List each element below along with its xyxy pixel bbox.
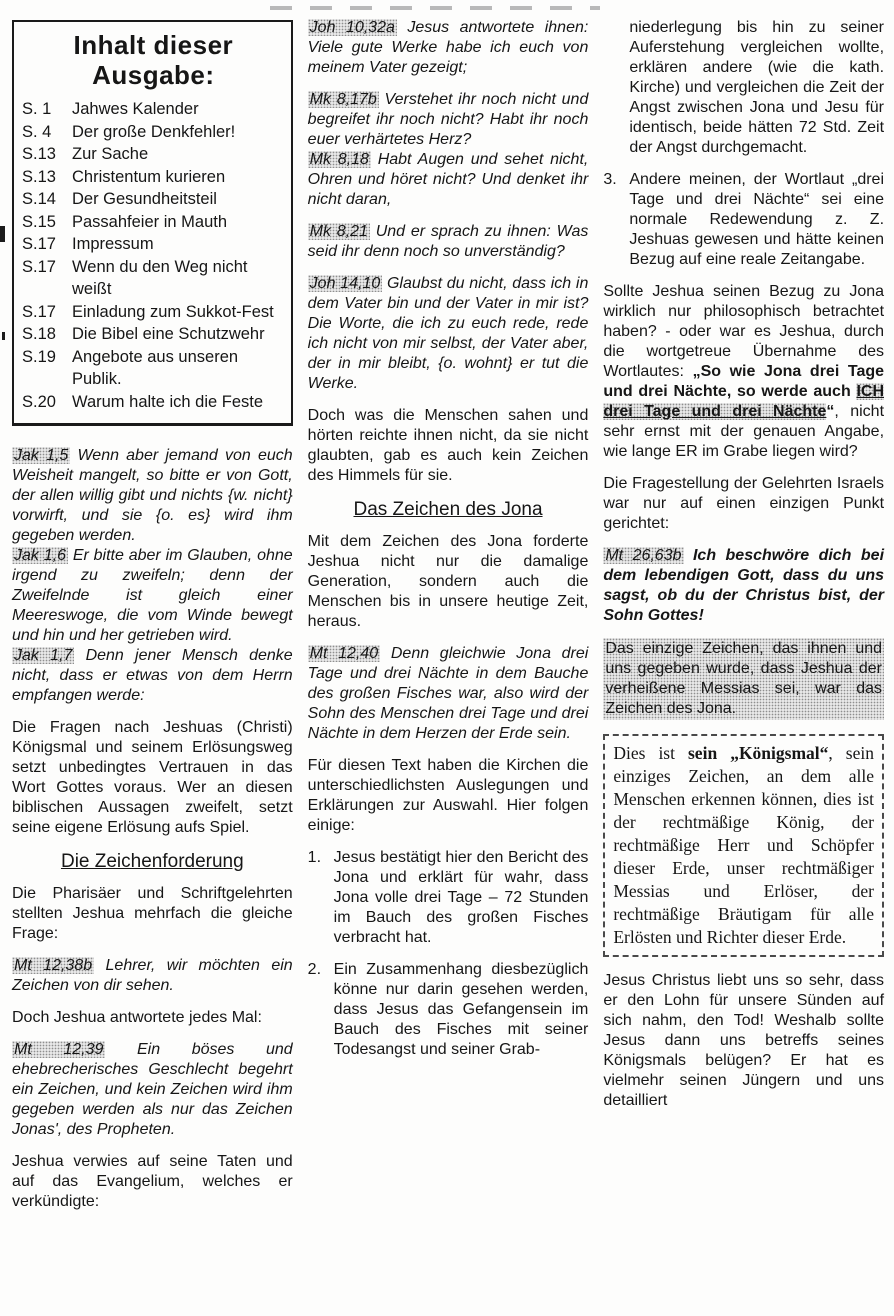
body-paragraph: Jeshua verwies auf seine Taten und auf das Evangelium, welches er verkündigte: [12,1153,293,1210]
toc-entry-title: Der Gesundheitsteil [72,190,217,208]
verse-reference: Jak 1,5 [14,447,69,464]
verse-reference: Mk 8,17b [309,91,377,108]
body-paragraph: Mit dem Zeichen des Jona forderte Jeshua nicht nur die damalige Generation, sondern auch die Menschen bis in unsere heutige Zeit, heraus. [307,533,589,630]
bible-verse [12,446,293,546]
toc-entry-title: Die Bibel eine Schutzwehr [72,325,265,343]
toc-row [22,301,285,324]
item-text: Andere meinen, der Wortlaut „drei Tage und drei Nächte“ sei eine normale Redewendung z. Z. Jeshuas gewesen und hätte keinen Bezug auf eine reale Zeitangabe. [629,171,885,268]
toc-page-number: S.20 [22,392,56,411]
body-paragraph: Doch Jeshua antwortete jedes Mal: [12,1009,262,1026]
verse-reference: Joh 14,10 [309,275,381,292]
toc-page-number: S.13 [22,167,56,186]
toc-page-number: S.14 [22,190,56,208]
toc-row [22,233,285,256]
verse-reference: Jak 1,6 [14,547,66,564]
toc-entry-title: Der große Denkfehler! [72,122,236,141]
verse-reference: Jak 1,7 [14,647,73,664]
verse-text: Lehrer, wir möchten ein Zeichen von dir sehen. [12,957,293,994]
toc-row [22,346,285,391]
numbered-list-item [308,960,589,1060]
bold-quote: „So wie Jona drei Tage und drei Nächte, so werde auch [603,363,885,400]
toc-row [22,188,285,211]
verse-reference: Joh 10,32a [309,19,395,36]
bible-verse [308,150,589,210]
verse-text: Denn jener Mensch denke nicht, dass er etwas von dem Herrn empfangen werde: [12,647,293,704]
toc-entry-title: Einladung zum Sukkot-Fest [72,302,274,321]
scan-artifact [0,226,5,242]
toc-entry-title: Warum halte ich die Feste [72,392,264,411]
bold-underlined-quote: ICH drei Tage und drei Nächte [603,383,885,420]
verse-reference: Mk 8,18 [309,151,369,168]
box-lead: Dies ist [613,743,688,763]
box-bold: sein „Königsmal“ [688,743,829,763]
bible-verse [308,18,589,78]
toc-page-number: S.17 [22,257,56,276]
toc-entry-title: Angebote aus unseren Publik. [72,347,239,388]
body-paragraph: Die Fragestellung der Gelehrten Israels war nur auf einen einzigen Punkt gerichtet: [603,475,885,532]
koenigsmal-box [603,734,884,957]
column-2 [308,18,589,1224]
item-number: 1. [307,849,322,866]
bible-verse [308,644,589,744]
verse-reference: Mt 12,38b [14,957,93,974]
verse-text: Ein böses und ehebrecherisches Geschlecht begehrt ein Zeichen, und kein Zeichen wird ihm gegeben werden als nur das Zeichen Jonas', des Propheten. [12,1041,293,1138]
bible-verse [12,1040,293,1140]
item-text: Ein Zusammenhang diesbezüglich könne nur darin gesehen werden, dass Jesus das Gefangensein im Bauch des Fisches mit seiner Todesangst und seiner Grab- [333,961,589,1058]
item-text: Jesus bestätigt hier den Bericht des Jona und erklärt für wahr, dass Jona volle drei Tage – 72 Stunden im Bauch des großen Fisches verbracht hat. [333,849,589,946]
toc-page-number: S.13 [22,145,56,163]
toc-entry-title: Wenn du den Weg nicht weißt [72,257,248,298]
toc-row [22,256,285,301]
bible-verse [308,274,589,394]
scan-artifact [2,332,5,340]
verse-reference: Mt 26,63b [605,547,682,564]
verse-text: Und er sprach zu ihnen: Was seid ihr denn noch so unverständig? [307,223,589,260]
list-item-continuation [603,18,884,158]
body-paragraph: Für diesen Text haben die Kirchen die unterschiedlichsten Auslegungen und Erklärungen zur Auswahl. Hier folgen einige: [307,757,589,834]
bible-verse [12,646,293,706]
toc-row [22,323,285,346]
verse-text: Jesus antwortete ihnen: Viele gute Werke habe ich euch von meinem Vater gezeigt; [307,19,589,76]
box-tail: , sein einziges Zeichen, an dem alle Menschen erkennen können, dies ist der rechtmäßige König, der rechtmäßige Herr und Schöpfer dieser Erde, unser rechtmäßiger Messias und Erlöser, der rechtmäßige Bräutigam für alle Erlösten und Richter dieser Erde. [613,743,875,947]
verse-text: Glaubst du nicht, dass ich in dem Vater bin und der Vater in mir ist? Die Worte, die ich zu euch rede, rede ich nicht von mir selbst, der Vater aber, der in mir bleibt, {o. wohnt} er tut die Werke. [307,275,589,392]
toc-row [22,166,285,189]
verse-text: Er bitte aber im Glauben, ohne irgend zu zweifeln; denn der Zweifelnde ist gleich einer Meereswoge, die vom Winde bewegt und hin und her getrieben wird. [12,547,293,644]
toc-entry-title: Jahwes Kalender [72,100,199,118]
verse-reference: Mt 12,40 [309,645,379,662]
toc-page-number: S. 4 [22,122,52,141]
column-1 [12,18,293,1224]
numbered-list-item [308,848,589,948]
toc-entry-title: Christentum kurieren [72,167,226,186]
verse-text: Wenn aber jemand von euch Weisheit mangelt, so bitte er von Gott, der allen willig gibt und nichts {w. nicht} vorwirft, und sie {o. es} wird ihm gegeben werden. [12,447,293,544]
bible-verse [603,546,884,626]
column-3 [603,18,884,1224]
verse-reference: Mt 12,39 [14,1041,104,1058]
item-text: niederlegung bis hin zu seiner Auferstehung vergleichen wollte, erklären andere (wie die kath. Kirche) und vergleichen die Zeit der Angst zwischen Jona und Jesu für identisch, beide hätten 72 Std. Zeit der Angst durchgemacht. [629,19,885,156]
toc-row [22,211,285,234]
toc-row [22,121,285,144]
bible-verse [12,546,293,646]
scan-artifact [270,6,600,10]
toc-page-number: S.18 [22,325,56,343]
body-paragraph: Die Pharisäer und Schriftgelehrten stellten Jeshua mehrfach die gleiche Frage: [12,885,293,942]
toc-page-number: S.17 [22,302,56,321]
body-paragraph-with-quote [603,282,884,462]
body-paragraph: Die Fragen nach Jeshuas (Christi) Königsmal und seinem Erlösungsweg setzt unbedingtes Vertrauen in das Wort Gottes voraus. Wer an diesen biblischen Aussagen zweifelt, setzt seine eigene Erlösung aufs Spiel. [12,719,293,836]
toc-box [12,20,293,426]
toc-page-number: S.15 [22,212,56,231]
verse-reference: Mk 8,21 [309,223,368,240]
toc-entry-title: Zur Sache [72,145,149,163]
bible-verse [308,222,589,262]
body-paragraph: Doch was die Menschen sahen und hörten reichte ihnen nicht, da sie nicht glaubten, gab es auch kein Zeichen des Himmels für sie. [307,407,589,484]
bold-quote-close: “ [826,403,835,420]
paragraph-lead: Sollte Jeshua seinen Bezug zu Jona wirklich nur philosophisch betrachtet haben? - oder war es Jeshua, durch die wortgetreue Übernahme des Wortlautes: [603,283,885,380]
bible-verse [308,90,589,150]
highlighted-paragraph: Das einzige Zeichen, das ihnen und uns gegeben wurde, dass Jeshua der verheißene Messias sei, war das Zeichen des Jona. [603,638,884,720]
bible-verse [12,956,293,996]
verse-text: Denn gleichwie Jona drei Tage und drei Nächte in dem Bauche des großen Fisches war, also wird der Sohn des Menschen drei Tage und drei Nächte in dem Herzen der Erde sein. [307,645,589,742]
verse-text: Ich beschwöre dich bei dem lebendigen Gott, dass du uns sagst, ob du der Christus bist, der Sohn Gottes! [603,547,885,624]
item-number: 2. [307,961,322,978]
section-heading-zeichen-des-jona: Das Zeichen des Jona [353,499,543,520]
toc-entry-title: Passahfeier in Mauth [72,212,228,231]
toc-page-number: S.19 [22,347,56,366]
section-heading-zeichenforderung: Die Zeichenforderung [60,851,244,872]
toc-row [22,391,285,414]
verse-text: Habt Augen und sehet nicht, Ohren und höret nicht? Und denket ihr nicht daran, [307,151,589,208]
item-number: 3. [603,171,617,188]
toc-row [22,98,285,121]
paragraph-tail: , nicht sehr ernst mit der genauen Angabe, wie lange ER im Grabe liegen wird? [603,403,885,460]
numbered-list-item [603,170,884,270]
body-paragraph: Jesus Christus liebt uns so sehr, dass er den Lohn für unsere Sünden auf sich nahm, den Tod! Weshalb sollte Jesus dann uns betreffs seines Königsmals belügen? Er hat es vielmehr seinen Jüngern und uns detailliert [603,972,885,1109]
toc-title: Inhalt dieser Ausgabe: [73,30,234,90]
toc-page-number: S.17 [22,235,56,253]
toc-entry-title: Impressum [72,235,154,253]
toc-page-number: S. 1 [22,100,52,118]
toc-row [22,143,285,166]
verse-text: Verstehet ihr noch nicht und begreifet ihr noch nicht? Habt ihr noch euer verhärtetes Herz? [307,91,589,148]
